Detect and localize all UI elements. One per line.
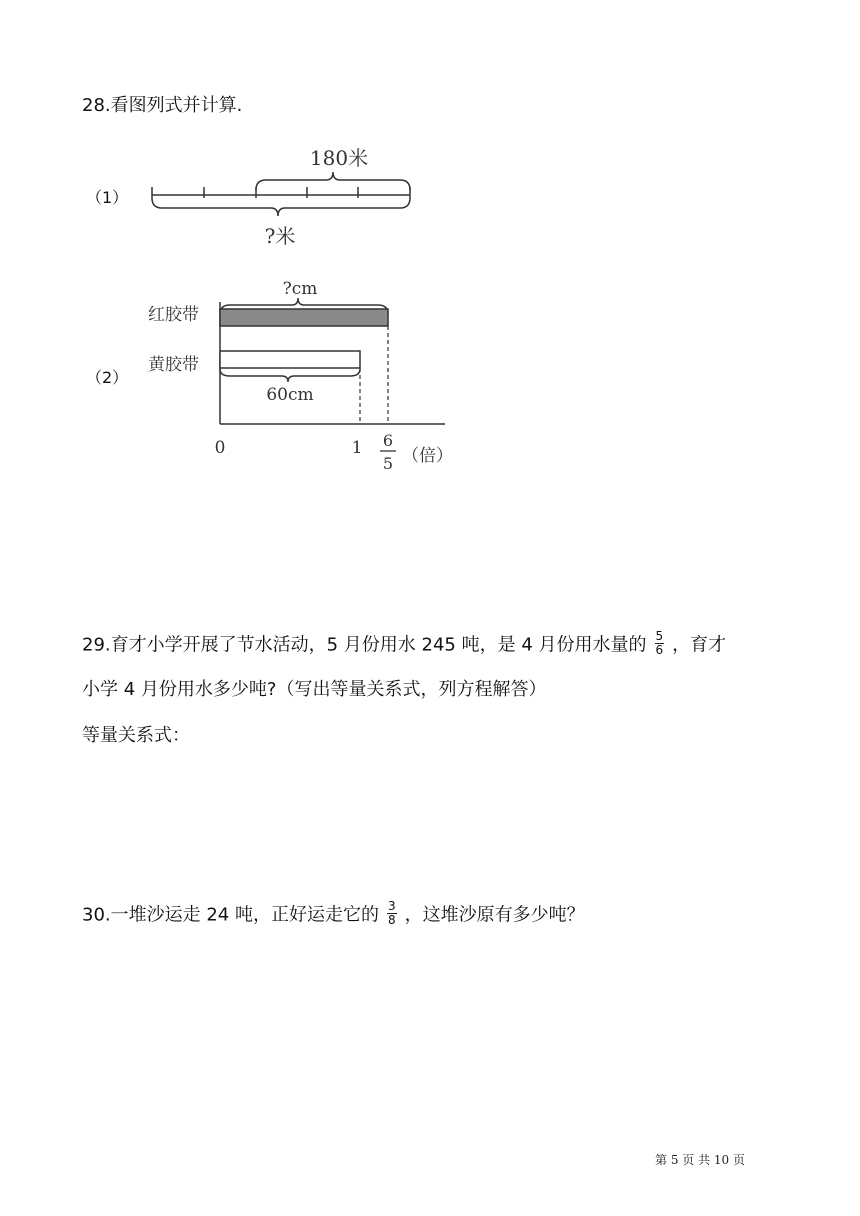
q30-text-a: 30.一堆沙运走 24 吨，正好运走它的	[82, 904, 379, 926]
q29-line3: 等量关系式：	[82, 725, 190, 746]
axis-zero: 0	[214, 438, 226, 458]
red-tape-bar	[220, 309, 388, 326]
q30-line	[82, 899, 585, 929]
q30-frac-den: 8	[387, 913, 396, 927]
q30-fraction	[387, 900, 397, 927]
top-brace-label: 180米	[309, 146, 369, 170]
q29-line1-b: ，育才	[672, 634, 727, 656]
q29-line1-a: 29.育才小学开展了节水活动，5 月份用水 245 吨，是 4 月份用水量的	[82, 634, 647, 656]
q30-frac-num: 3	[387, 899, 396, 913]
axis-one: 1	[351, 438, 363, 458]
q29-fraction	[655, 630, 665, 657]
axis-frac-den: 5	[382, 454, 394, 473]
brace-bottom	[220, 369, 360, 382]
q29-line2: 小学 4 月份用水多少吨?（写出等量关系式，列方程解答）	[82, 679, 547, 700]
q28-part2-label: （2）	[86, 368, 129, 387]
bottom-brace-label: ?米	[264, 224, 296, 248]
axis-frac-num: 6	[382, 431, 394, 450]
q29-frac-num: 5	[655, 629, 664, 643]
q28-title: 28.看图列式并计算.	[82, 95, 243, 116]
q30-text-b: ，这堆沙原有多少吨？	[404, 904, 585, 926]
axis-unit: （倍）	[402, 446, 453, 466]
q29-line1	[82, 629, 727, 659]
q29-frac-den: 6	[655, 643, 664, 657]
q28-part1-diagram	[140, 140, 430, 250]
page-footer: 第 5 页 共 10 页	[655, 1153, 745, 1167]
q28-part1-label: （1）	[86, 188, 129, 207]
yellow-tape-label: 黄胶带	[148, 355, 199, 375]
brace-top-label: ?cm	[282, 279, 318, 299]
brace-bottom-label: 60cm	[266, 385, 314, 405]
q28-part2-diagram	[140, 272, 470, 482]
bottom-brace	[152, 198, 410, 216]
top-brace	[256, 172, 410, 190]
red-tape-label: 红胶带	[148, 305, 199, 325]
yellow-tape-bar	[220, 351, 360, 368]
